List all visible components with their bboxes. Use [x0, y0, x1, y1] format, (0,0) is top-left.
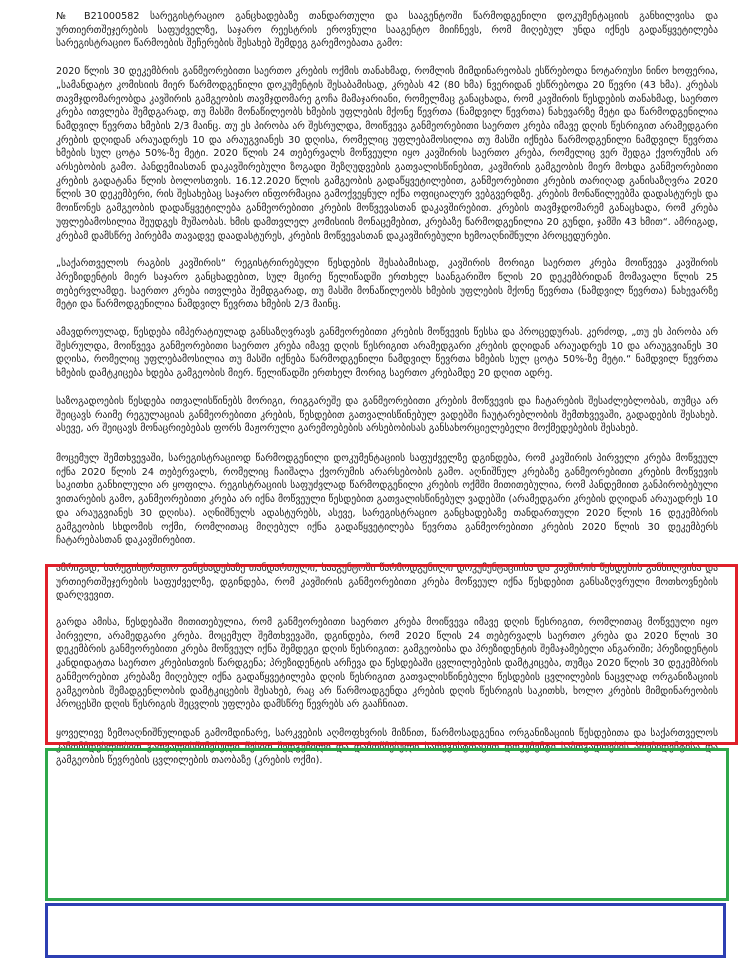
paragraph-conclusion: ამრიგად, სარეგისტრაციო განცხადებაზე თანდართული, სააგენტოში წარმოდგენილი დოკუმენტაციისა და კავშირის წესდების განხილვისა და ურთიერთშეჯერების საფუძველზე, დგინდება, რომ კავშირის განმეორებითი კრება მოწვეულ იქნა წესდებით განსაზღვრული მოთხოვნების დარღვევით. [56, 562, 718, 602]
highlight-box-green [45, 748, 729, 901]
paragraph-meeting-minutes: 2020 წლის 30 დეკემბრის განმეორებითი საერთო კრების ოქმის თანახმად, რომლის მიმდინარეობას ესწრებოდა ნოტარიუსი ნინო ხოფერია, „სამანდატო კომისიის მიერ წარმოდგენილი დოკუმენტის შესაბამისად, კრებას 42 (80 ხმა) ნვერიდან ესწრებოდა 20 წევრი (43 ხმა). კრებას თავმჯდომარეობდა კავშირის გამგეობის თავმჯდომარე გოჩა მამაჯარიანი, რომელმაც განაცხადა, რომ კავშირის წესდების თანახმად, საერთო კრება ითვლება შემდგარად, თუ მასში მონაწილეობს ხმების უფლების მქონე წევრთა (ნამდვილ წევრთა) ნახევარზე მეტი და წარმოდგენილია ნამდვილ წევრთა ხმების 2/3 მაინც. თუ ეს პირობა არ შესრულდა, მოიწვევა განმეორებითი საერთო კრება იმავე დღის წესრიგით არამედგარი კრების დღიდან არაუადრეს 10 და არაუგვიანეს 30 დღისა, რომელიც უფლებამოსილია თუ მასში იქნება წარმოდგენილი ნამდვილ წევრთა ხმების სულ ცოტა 50%-ზე მეტი. 2020 წლის 24 თებერვალს მოწვეული იყო კავშირის საერთო კრება, რომელიც ვერ შედგა ქვორუმის არ არსებობის გამო. პანდემიასთან დაკავშირებული ზოგადი შეზღუდვების გათვალისწინებით, კავშირის გამგეობის მიერ მოხდა განმეორებითი კრების გადატანა წლის ბოლოსთვის. 16.12.2020 წლის გამგეობის გადაწყვეტილებით, განმეორებითი კრების თარიღად განისაზღვრა 2020 წლის 30 დეკემბერი, რის შესახებაც საჯარო ინფორმაცია გამოქვეყნულ იქნა ოფიციალურ ვებგვერდზე. კრების მონაწილეებმა დადასტურეს და მოიწონეს გამგეობის დადაწყვეტილება განმეორებითი კრების მოწვევასთან დაკავშირებით. კრების თავმჯდომარემ განაცხადა, რომ კრება უფლებამოსილია შეუდგეს მუშაობას. ხმის დამთვლელ კომისიის მონაცემებით, კრებაზე წარმოდგენილია 20 გუნდი, ჯამში 43 ხმით“. ამრიგად, კრებამ დამსწრე პირებმა თავადვე დაადასტურეს, კრების მოწვევასთან დაკავშირებული ხემოაღნიშნული პროცედურები. [56, 66, 718, 242]
paragraph-charter-general-meeting: „საქართველოს რაგბის კავშირის“ რეგისტრირებული წესდების შესაბამისად, კავშირის მორიგი საერთო კრება მოიწვევა კავშირის პრეზიდენტის მიერ საჯარო განცხადებით, სულ მცირე წელიწადში ერთხელ საანგარიშო წლის 20 დეკემბრიდან მომავალი წლის 25 თებერვლამდე. საერთო კრება ითვლება შემდგარად, თუ მასში მონაწილეობს ხმების უფლების მქონე წევრთა (ნამდვილ წევრთა) ნახევარზე მეტი და წარმოდგენილია ნამდვილ წევრთა ხმების 2/3 მაინც. [56, 258, 718, 311]
paragraph-charter-regulation: საზოგადოების წესდება ითვალისწინებს მორიგი, რიგგარეშე და განმეორებითი კრების მოწვევის და ჩატარების შესაძლებლობას, თუმცა არ შეიცავს რაიმე რეგულაციას განმეორებითი კრების, წესდებით გათვალისწინებულ ვადებში ჩაუტარებლობის შემთხვევაში, გადადების შესახებ. ასევე, არ შეიცავს მონაცრიებებას ფორს მაჟორული გარემოებების არსებობისას განსახორციელებელი მოქმედებების შესახებ. [56, 395, 718, 435]
highlight-box-blue [45, 903, 726, 958]
paragraph-intro: № B21000582 სარეგისტრაციო განცხადებაზე თანდართული და სააგენტოში წარმოდგენილი დოკუმენტაციის განხილვისა და ურთიერთშეჯერების საფუძველზე, საჯარო რეესტრის ეროვნული სააგენტო მიიჩნევს, რომ მიღებულ უნდა იქნეს გადაწყვეტილება სარეგისტრაციო წარმოების შეჩერების შესახებ შემდეგ გარემოებათა გამო: [56, 11, 718, 50]
paragraph-agenda-violation: გარდა ამისა, წესდებაში მითითებულია, რომ განმეორებითი საერთო კრება მოიწვევა იმავე დღის წესრიგით, რომლითაც მოწვეული იყო პირველი, არამედგარი კრება. მოცემულ შემთხვევაში, დგინდება, რომ 2020 წლის 24 თებერვალს საერთო კრება და 2020 წლის 30 დეკემბრის განმეორებითი კრება მოწვეულ იქნა შემდეგი დღის წესრიგით: გამგეობისა და პრეზიდენტის შემაჯამებელი ანგარიში; პრეზიდენტის კანდიდატთა საერთო კრებისთვის წარდგენა; პრეზიდენტის არჩევა და წესდებაში ცვლილებების დამტკიცება, თუმცა 2020 წლის 30 დეკემბრის განმეორებით კრებაზე მიღებულ იქნა გადაწყვეტილება დღის წესრიგით გათვალისწინებული წესდების ცვლილების ნაცვლად ორგანიზაციის გამგეობის შემადგენლობის დამტკიცების შესახებ, რაც არ წარმოადგენდა კრების დღის წესრიგის საკითხს, ხოლო კრების მიმდინარეობის პროცესში დღის წესრიგის შეცვლის უფლება დამსწრე წევრებს არ გააჩნიათ. [56, 617, 718, 711]
paragraph-requirement: ყოველივე ზემოაღნიშნულიდან გამომდინარე, სარკვების აღმოფხვრის მიზნით, წარმოსადგენია ორგანიზაციის წესდებითა და საქართველოს კანონმდებლობით გათვალისწინებული წესით შედგენილი და დამოწმებული სარეგისტრაციო დოკუმენტი საზოგადოების პრეზიდენტისა და გამგეობის წევრების ცვლილების თაობაზე (კრების ოქმი). [56, 727, 718, 767]
highlight-box-red [45, 564, 738, 745]
paragraph-repeat-meeting-procedure: ამავდროულად, წესდება იმპერატიულად განსაზღვრავს განმეორებითი კრების მოწვევის წესსა და პროცედურას. კერძოდ, „თუ ეს პირობა არ შესრულდა, მოიწვევა განმეორებითი საერთო კრება იმავე დღის წესრიგით არამედგარი კრების დღიდან არაუადრეს 10 და არაუგვიანეს 30 დღისა, რომელიც უფლებამოსილია თუ მასში იქნება წარმოდგენილი ნამდვილ წევრთა ხმების სულ ცოტა 50%-ზე მეტი.“ ნამდვილ წევრთა ხმების დამტკიცება ხდება გამგეობის მიერ. წელიწადში ერთხელ მორიგ საერთო კრებამდე 20 დღით ადრე. [56, 327, 718, 380]
paragraph-findings: მოცემულ შემთხვევაში, სარეგისტრაციოდ წარმოდგენილი დოკუმენტაციის საფუძველზე დგინდება, რომ კავშირის პირველი კრება მოწვეულ იქნა 2020 წლის 24 თებერვალს, რომელიც ჩაიშალა ქვორუმის არარსებობის გამო. აღნიშნულ კრებაზე განმეორებითი კრების მოწვევის საკითხი განხილული არ ყოფილა. რეგისტრაციის საფუძვლად წარმოდგენილი კრების ოქმში მითითებულია, რომ პანდემიით განპირობებული ვითარების გამო, განმეორებითი კრება არ იქნა მოწვეული წესდებით გათვალისწინებულ ვადებში (არამედგარი კრების დღიდან არაუადრეს 10 და არაუგვიანეს 30 დღისა). აღნიშნულს ადასტურებს, ასევე, სარეგისტრაციო განცხადებაზე თანდართული 2020 წლის 16 დეკემბრის გამგეობის სხდომის ოქმი, რომლითაც მიღებულ იქნა გადაწყვეტილება წევრთა განმეორებითი კრების 2020 წლის 30 დეკემბერს ჩატარებასთან დაკავშირებით. [56, 452, 718, 547]
